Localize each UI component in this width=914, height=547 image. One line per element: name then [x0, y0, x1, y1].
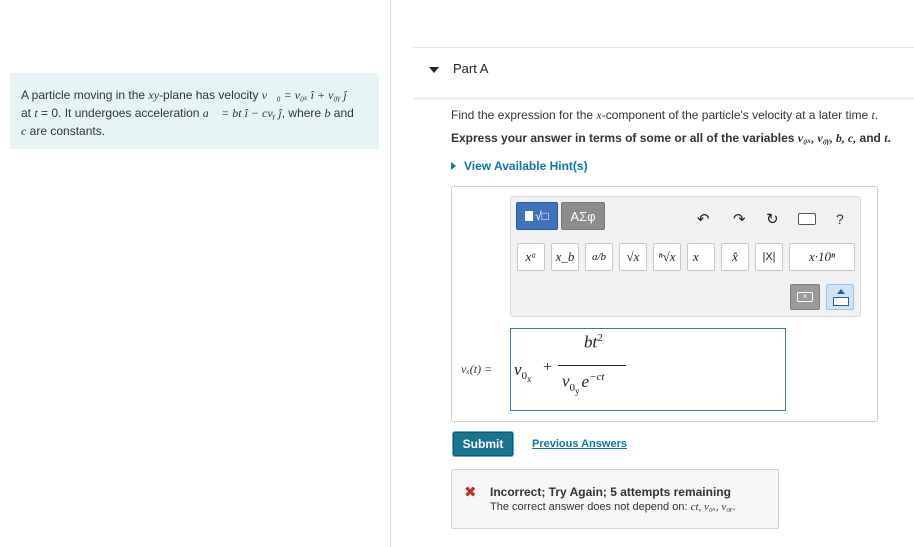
abs-value-button[interactable]: |X| — [755, 243, 783, 271]
box-template-icon — [525, 211, 533, 221]
arrow-up-icon — [837, 289, 845, 294]
problem-line-2: at t = 0. It undergoes acceleration a⃗ = bt î − cvᵧ ĵ, where b and — [21, 106, 354, 120]
plus-sign: + — [543, 359, 553, 376]
fraction-denominator: $v_{0_y}e^{-ct}$ — [562, 371, 605, 397]
collapse-caret-icon[interactable] — [429, 67, 439, 73]
templates-button[interactable] — [516, 202, 558, 230]
feedback-detail: The correct answer does not depend on: ct, v₀ₓ, v₀ᵧ. — [490, 501, 736, 513]
help-icon[interactable]: ? — [836, 211, 844, 227]
view-hints-link[interactable]: View Available Hint(s) — [451, 159, 588, 173]
answer-label: vₓ(t) = — [461, 362, 493, 376]
part-header-divider — [413, 97, 914, 100]
problem-line-3: c are constants. — [21, 124, 106, 138]
part-title: Part A — [453, 61, 489, 76]
feedback-box — [451, 469, 779, 529]
subscript-button[interactable]: x_b — [551, 243, 579, 271]
fraction-button[interactable]: a/b — [585, 243, 613, 271]
fraction-bar — [558, 365, 626, 366]
sqrt-button[interactable]: √x — [619, 243, 647, 271]
caret-right-icon — [451, 162, 456, 170]
greek-symbols-button[interactable]: ΑΣφ — [561, 202, 605, 230]
term-v0x: $v_{0_x}$ — [514, 360, 532, 385]
problem-line-1: A particle moving in the xy-plane has velocity v⃗₀ = v₀ₓ î + v₀ᵧ ĵ — [21, 88, 347, 102]
column-divider — [390, 0, 391, 547]
fraction-numerator: $bt^2$ — [584, 332, 603, 352]
vector-button[interactable]: x⃗ — [687, 243, 715, 271]
backspace-icon: × — [797, 292, 813, 302]
reset-icon[interactable]: ↻ — [766, 211, 779, 228]
express-instruction: Express your answer in terms of some or all of the variables v₀ₓ, v₀ᵧ, b, c, and t. — [451, 131, 891, 145]
problem-statement — [10, 73, 379, 149]
undo-icon[interactable]: ↶ — [697, 211, 710, 228]
scientific-notation-button[interactable]: x·10ⁿ — [789, 243, 855, 271]
feedback-title: Incorrect; Try Again; 5 attempts remaining — [490, 485, 731, 499]
unit-vector-button[interactable]: x̂ — [721, 243, 749, 271]
error-icon: ✖ — [464, 484, 477, 501]
superscript-button[interactable]: xᵃ — [517, 243, 545, 271]
keyboard-shortcuts-icon[interactable] — [798, 213, 816, 225]
question-text: Find the expression for the x-component of the particle's velocity at a later time t. — [451, 108, 879, 122]
sqrt-template-icon: √□ — [535, 209, 549, 223]
nth-root-button[interactable]: ⁿ√x — [653, 243, 681, 271]
submit-button[interactable]: Submit — [453, 432, 513, 456]
previous-answers-link[interactable]: Previous Answers — [532, 438, 627, 450]
delete-button[interactable] — [790, 284, 820, 310]
redo-icon[interactable]: ↷ — [733, 211, 746, 228]
virtual-keyboard-button[interactable] — [826, 284, 854, 310]
keyboard-icon — [833, 297, 849, 306]
part-header[interactable] — [413, 47, 914, 97]
